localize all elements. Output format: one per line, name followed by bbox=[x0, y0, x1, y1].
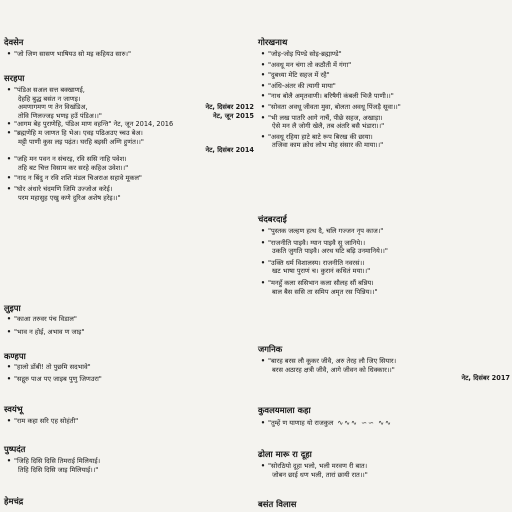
quote-line: • "दुबध्या मेटि सहज में रहै" bbox=[258, 71, 510, 80]
quote-line: • "अंधि-अंतर की त्यागी माया" bbox=[258, 82, 510, 91]
quote-line: खट भाषा पुराणं च। कुरानं कथितं मया।।" bbox=[272, 267, 371, 276]
quote-line: • "पुस्तक जल्हण हत्थ दै, चलि गज्जन नृप काज।" bbox=[258, 227, 510, 236]
exam-reference: नेट, दिसंबर 2014 bbox=[205, 146, 254, 155]
exam-reference-line bbox=[4, 146, 254, 155]
bullet-icon: • bbox=[6, 374, 12, 383]
bullet-icon: • bbox=[6, 327, 12, 336]
quote-line: • "हालो डोंबी! तो पुछमि सदभावे" bbox=[4, 363, 254, 372]
section-heading: पुष्पदंत bbox=[4, 444, 26, 454]
quote-line: • "मनहुँ कला ससिभान कला सौलह सौं बन्निय। bbox=[258, 279, 510, 288]
section-heading: बसंत विलास bbox=[258, 499, 297, 509]
exam-reference: नेट, जून 2015 bbox=[213, 111, 254, 120]
section-heading: सरहपा bbox=[4, 73, 25, 83]
quote-line: • "जोइ-जोइ पिण्डे सोइ-ब्रह्माण्डे" bbox=[258, 50, 510, 59]
quote-line: • "अवधू मन चंगा तो कठौती में गंगा" bbox=[258, 61, 510, 70]
section-kanhapa bbox=[4, 351, 254, 383]
bullet-icon: • bbox=[6, 86, 12, 94]
bullet-icon: • bbox=[260, 113, 266, 122]
quote-line: देहहि बुद्ध बसंत न जाणइ। bbox=[18, 94, 81, 103]
section-heading: लुइपा bbox=[4, 303, 21, 313]
quote-line: • "पंडिअ सअल सत्त बक्खाणई, bbox=[4, 86, 254, 95]
section-jagnik bbox=[258, 344, 510, 383]
exam-reference-line bbox=[258, 374, 510, 383]
quote-line: • "सोवता अवधू जीवता मुवा, बोलता अवधू पिंजड़ै सूवा।।" bbox=[258, 103, 510, 112]
bullet-icon: • bbox=[260, 60, 266, 69]
bullet-icon: • bbox=[260, 357, 266, 365]
quote-line: • "जिहि दिसि दिसि तिमराई मिलियाई। bbox=[4, 457, 254, 466]
bullet-icon: • bbox=[260, 92, 266, 101]
quote-line: • "जहि मन पवन न संचरइ, रवि ससि नाहि पवेश। bbox=[4, 155, 254, 164]
section-sarahpa bbox=[4, 73, 254, 202]
section-kuvalayamala bbox=[258, 405, 510, 428]
exam-reference: नेट, दिसंबर 2017 bbox=[461, 374, 510, 383]
quote-line: • "काआ तरुवर पंच विडाल" bbox=[4, 315, 254, 324]
quote-line: तजिवा काम क्रोध लोभ मोह संसार की माया।।" bbox=[272, 141, 384, 150]
quote-line: • "बारह बरस लौ कूकर जीवै, अरु तेरह लौ जिए सियार। bbox=[258, 357, 510, 366]
bullet-icon: • bbox=[6, 128, 12, 137]
bullet-icon: • bbox=[6, 417, 12, 425]
section-swayambhu bbox=[4, 404, 254, 426]
section-heading: कुवलयमाला कहा bbox=[258, 405, 311, 415]
quote-line: तहि बट चित्त विसाम कर सरहे कहिअ उवेश।।" bbox=[18, 163, 129, 172]
quote-line: अमणागमण ण तेन विखंडिअ, नेट, दिसंबर 2012 bbox=[18, 103, 254, 112]
quote-line: • "राजनीति पाइवै। ग्यान पाइवै सु जानिये।। bbox=[258, 239, 510, 248]
quote-line: • "जो जिण सासण भाषियउ सो मइ कहियउ सारु।" bbox=[4, 50, 254, 59]
quote-line: बाल बैस ससि ता समिप अमृत रस पिन्निय।।" bbox=[272, 287, 378, 296]
bullet-icon: • bbox=[6, 315, 12, 323]
section-heading: गोरखनाथ bbox=[258, 37, 288, 47]
bullet-icon: • bbox=[6, 457, 12, 465]
quote-line: • "ब्रह्मणेहि म जाणत हि भेअ। एवइ पढिअउए च्चउ बेअ। bbox=[4, 129, 254, 138]
bullet-icon: • bbox=[260, 102, 266, 111]
bullet-icon: • bbox=[260, 278, 266, 287]
section-heading: ढोला मारू रा दूहा bbox=[258, 449, 312, 459]
quote-line: • "सद्गुरु पाअ पए जाइब पुणु जिणउरा" bbox=[4, 375, 254, 384]
handwritten-scribble-icon: ∿∿∿ ∽∽ ∿∿ bbox=[337, 419, 392, 427]
bullet-icon: • bbox=[260, 132, 266, 141]
section-luipa bbox=[4, 303, 254, 336]
section-chandbardai bbox=[258, 214, 510, 296]
section-hemchandra bbox=[4, 496, 254, 506]
quote-line: तोवि णिलज्जइ भणइ हउँ पंडिअ।।" नेट, जून 2015 bbox=[18, 111, 254, 120]
quote-line: • "भी लख पातरि आगे नाचैं, पीछे सहज, अखाड़ा। bbox=[258, 114, 510, 123]
exam-reference: नेट, दिसंबर 2012 bbox=[205, 103, 254, 112]
bullet-icon: • bbox=[260, 71, 266, 80]
bullet-icon: • bbox=[260, 81, 266, 90]
section-devsen bbox=[4, 37, 254, 59]
bullet-icon: • bbox=[260, 238, 266, 247]
section-pushpadant bbox=[4, 444, 254, 474]
bullet-icon: • bbox=[6, 120, 12, 129]
section-heading: चंदबरदाई bbox=[258, 214, 287, 224]
quote-line: जोबन छाई धण भली, तारां छायी रात।।" bbox=[272, 470, 368, 479]
quote-line: • "तुम्हें ण याणाह यो राजकुल ∿∿∿ ∽∽ ∿∿ bbox=[258, 419, 510, 428]
quote-line: ऐसे मन लै जोगी खेलै, तब अंतरि बसै भंडारा।।" bbox=[272, 122, 385, 131]
quote-line: • "अवधू रहिया हाटे बाटे रूप बिरख की छाया। bbox=[258, 133, 510, 142]
section-basant-vilas bbox=[258, 499, 510, 509]
quote-line: • "नाद न बिंदु न रवि शशि मंडल चिअराअ सहावे मूकल" bbox=[4, 174, 254, 183]
bullet-icon: • bbox=[6, 155, 12, 164]
quote-line: • "उक्ति धर्म विशालस्य। राजनीति नवरसं।। bbox=[258, 259, 510, 268]
section-dhola-maru bbox=[258, 449, 510, 479]
section-heading: जगनिक bbox=[258, 344, 283, 354]
section-heading: कण्हपा bbox=[4, 351, 26, 361]
section-heading: स्वयंभू bbox=[4, 404, 23, 414]
bullet-icon: • bbox=[260, 258, 266, 267]
bullet-icon: • bbox=[6, 184, 12, 193]
quote-line: • "सोरठियो दूहा भलो, भली मरवण री बात। bbox=[258, 462, 510, 471]
quote-line: • "भाव न होई, अभाव ण जाइ" bbox=[4, 328, 254, 337]
bullet-icon: • bbox=[6, 50, 12, 58]
quote-line: • "नाथ बोलै अमृतवाणी। बरिषैगी कंबली भिजै पाणी।।" bbox=[258, 92, 510, 101]
bullet-icon: • bbox=[260, 50, 266, 58]
bullet-icon: • bbox=[6, 174, 12, 183]
bullet-icon: • bbox=[6, 363, 12, 371]
section-heading: हेमचंद्र bbox=[4, 496, 24, 506]
section-heading: देवसेन bbox=[4, 37, 24, 47]
quote-line: • "राम कहा सरि एह सोहंती" bbox=[4, 417, 254, 426]
quote-line: • "आगम बेह पुराणेहि, पंडिअ माण वहन्ति" नेट, जून 2014, 2016 bbox=[4, 120, 254, 129]
section-gorakhnath bbox=[258, 37, 510, 150]
quote-line: • "घोर अंधारे चंदमणि जिमि उज्जोअ करेई। bbox=[4, 185, 254, 194]
quote-line: बरस अठारह क्षत्री जीवै, आगे जीवन को धिक्कार।।" bbox=[272, 365, 395, 374]
quote-line: मट्टी पाणी कुस लइ पढ़ंत। घरहि बइसी अग्गि हुणंत।।" bbox=[18, 137, 144, 146]
bullet-icon: • bbox=[260, 227, 266, 235]
bullet-icon: • bbox=[260, 419, 266, 427]
bullet-icon: • bbox=[260, 462, 266, 470]
quote-line: तिहि दिसि दिसि जाइ मिलियाई।।" bbox=[18, 465, 99, 474]
quote-line: उकति जुगति पाइवै। अरथ घटि बढ़ि उनमानिये।।" bbox=[272, 247, 388, 256]
quote-line: परम महासुह एखु कणे दुरिअ अशेष हरेइ।।" bbox=[18, 193, 121, 202]
